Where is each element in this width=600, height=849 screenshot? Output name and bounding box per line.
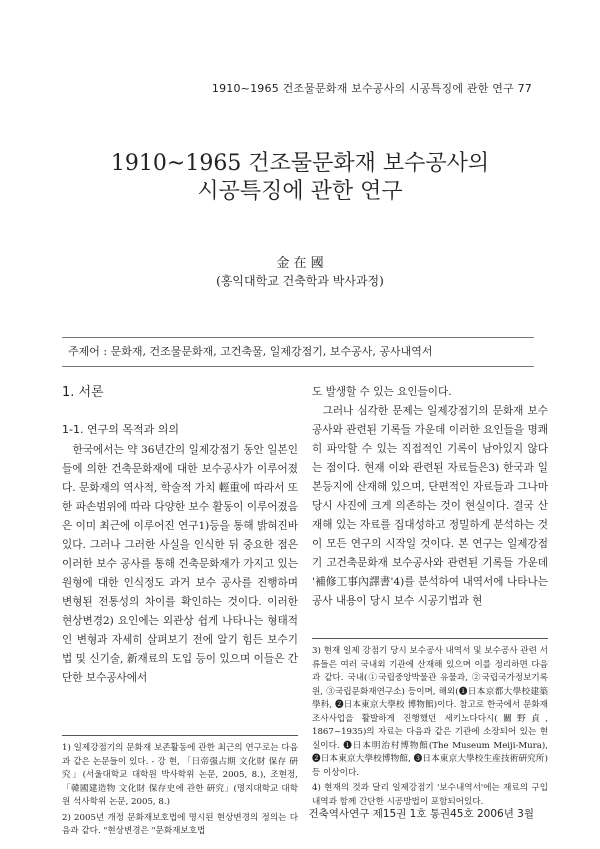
footnotes-left: [62, 735, 298, 841]
right-column: [312, 383, 548, 611]
footnote: 4) 현재의 것과 달리 일제강점기 '보수내역서'에는 재료의 구입내역과 함께 간단한 시공방법이 포함되어있다.: [312, 783, 548, 807]
body-paragraph: 그러나 심각한 문제는 일제강점기의 문화재 보수공사와 관련된 기록들 가운데 이러한 요인들을 명쾌히 파악할 수 있는 직접적인 기록이 남아있지 않다는 점이다. 현재 이와 관련된 자료들은3) 한국과 일본등지에 산재해 있으며, 단편적인 자료들과 그나마 당시 사진에 크게 의존하는 것이 현실이다. 결국 산재해 있는 자료를 집대성하고 정밀하게 분석하는 것이 모든 연구의 시작일 것이다. 본 연구는 일제강점기 고건축문화재 보수공사와 관련된 기록들 가운데 '補修工事內譯書'4)를 분석하여 내역서에 나타나는 공사 내용이 당시 보수 시공기법과 현: [312, 405, 548, 607]
paper-title: [0, 150, 600, 206]
subsection-title: 1-1. 연구의 목적과 의의: [62, 423, 179, 436]
page-header: [0, 0, 600, 115]
footnote: 2) 2005년 개정 문화재보호법에 명시된 현상변경의 정의는 다음과 같다. "현상변경은 "문화재보호법: [62, 812, 298, 836]
body-paragraph: 도 발생할 수 있는 요인들이다.: [312, 386, 452, 398]
author-affiliation: (홍익대학교 건축학과 박사과정): [216, 274, 384, 288]
body-paragraph: 한국에서는 약 36년간의 일제강점기 동안 일본인들에 의한 건축문화재에 대한 보수공사가 이루어졌다. 문화재의 역사적, 학술적 가치 輕重에 따라서 또한 파손범위에 따라 다양한 보수 활동이 이루어졌음은 이미 최근에 이루어진 연구1)등을 통해 밝혀진바 있다. 그러나 그러한 사실을 인식한 뒤 중요한 점은 이러한 보수 공사를 통해 건축문화재가 가지고 있는 원형에 대한 인식정도 과거 보수 공사를 진행하며 변형된 전통성의 차이를 확인하는 것이다. 이러한 현상변경2) 요인에는 외관상 쉽게 나타나는 형태적인 변형과 자세히 살펴보기 전에 알기 힘든 보수기법 및 신기술, 新재료의 도입 등이 있으며 이들은 간단한 보수공사에서: [62, 444, 298, 684]
footnote: 3) 현재 일제 강점기 당시 보수공사 내역서 및 보수공사 관련 서류들은 여러 국내외 기관에 산재해 있으며 이를 정리하면 다음과 같다. 국내(①국립중앙박물관 유물과, ②국립국가정보기록원, ③국립문화재연구소) 등이며, 해외(❶日本京都大學校建築學科, ❷日本東京大學校 博物館)이다. 참고로 한국에서 문화재 조사사업을 활발하게 진행했던 세키노다다시(關野貞, 1867~1935)의 자료는 다음과 같은 기관에 소장되어 있는 현실이다. ❶日本明治村博物館(The Museum Meiji-Mura), ❷日本東京大學校博物館, ❸日本東京大學校生産技術硏究所) 등 이상이다.: [312, 646, 548, 778]
title-line-2: 시공특징에 관한 연구: [197, 179, 403, 204]
section-title: 1. 서론: [62, 385, 104, 400]
running-head: 1910~1965 건조물문화재 보수공사의 시공특징에 관한 연구 77: [211, 82, 532, 95]
keywords-box: 주제어 : 문화재, 건조물문화재, 고건축물, 일제강점기, 보수공사, 공사내역서: [62, 337, 534, 367]
title-line-1: 1910~1965 건조물문화재 보수공사의: [110, 151, 490, 176]
author-name: 金 在 國: [276, 256, 324, 271]
left-column: [62, 383, 298, 688]
footnote: 1) 일제강점기의 문화재 보존활동에 관한 최근의 연구로는 다음과 같은 논문들이 있다. - 강 현, 「日帝强占期 文化財 保存 硏究」(서울대학교 대학원 박사학위 논문, 2005, 8.), 조현정, 「韓國建造物 文化財 保存史에 관한 硏究」(명지대학교 대학원 석사학위 논문, 2005, 8.): [62, 743, 298, 807]
footnotes-right: [312, 638, 548, 811]
journal-footer: 건축역사연구 제15권 1호 통권45호 2006년 3월: [308, 808, 534, 820]
